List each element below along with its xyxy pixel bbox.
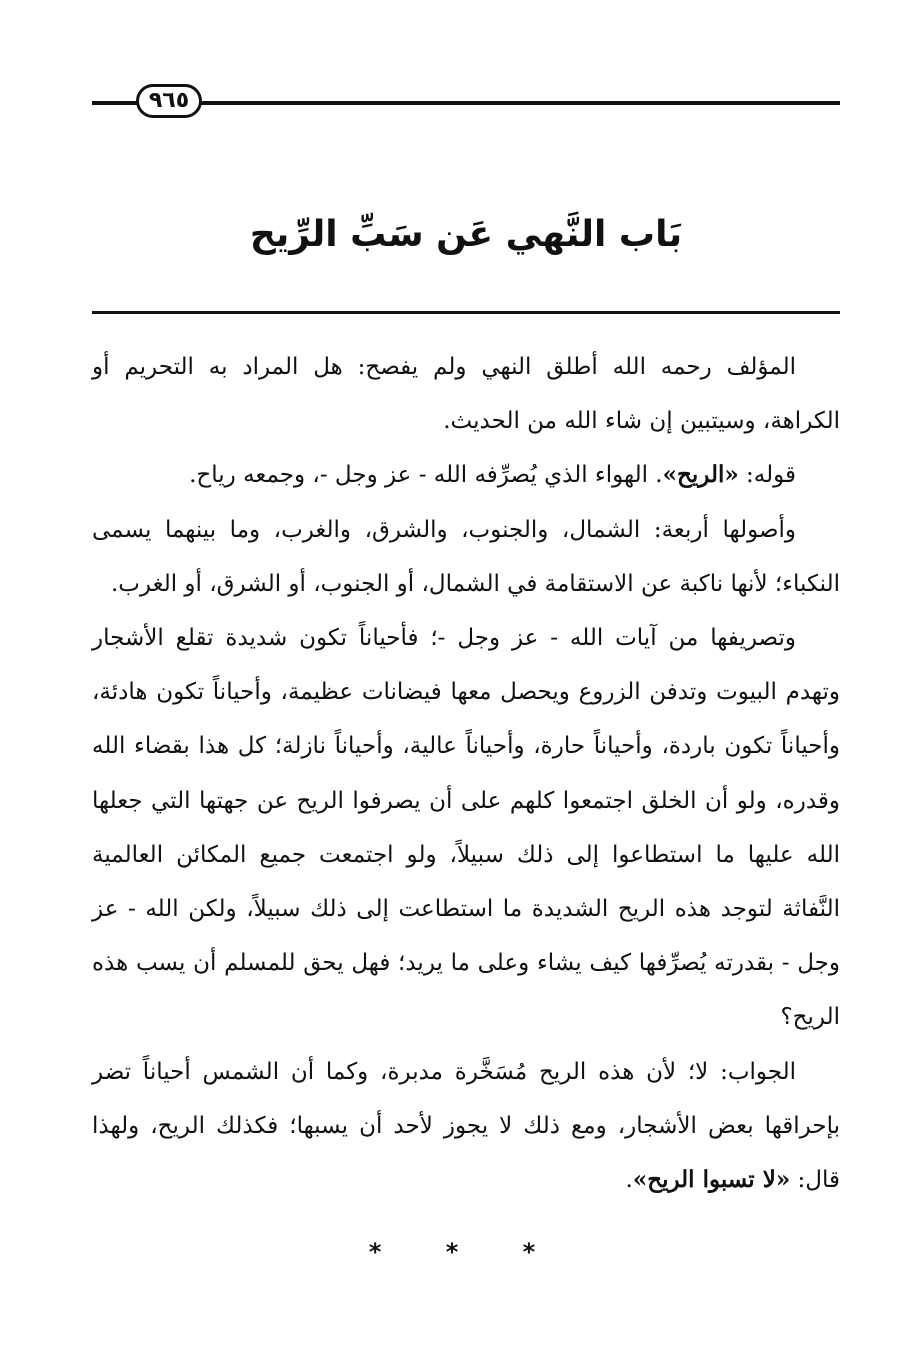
chapter-title: بَاب النَّهي عَن سَبِّ الرِّيح [249,214,683,255]
paragraph-intro [92,340,840,448]
paragraph-text: وأصولها أربعة: الشمال، والجنوب، والشرق، والغرب، وما بينهما يسمى النكباء؛ لأنها ناكبة عن الاستقامة في الشمال، أو الجنوب، أو الشرق، أو الغرب. [92,516,840,597]
paragraph-text: . [625,1167,633,1194]
paragraph-directions [92,503,840,611]
quoted-term: «الريح» [662,461,739,489]
page-number: ٩٦٥ [148,88,190,113]
page-number-badge [136,84,202,118]
title-rule [92,311,840,314]
section-separator: * * * [368,1238,564,1266]
quoted-hadith: «لا تسبوا الريح» [632,1166,791,1194]
paragraph-definition [92,448,840,502]
paragraph-text: وتصريفها من آيات الله - عز وجل -؛ فأحياناً تكون شديدة تقلع الأشجار وتهدم البيوت وتدفن الزروع ويحصل معها فيضانات عظيمة، وأحياناً تكون هادئة، وأحياناً تكون باردة، وأحياناً حارة، وأحياناً عالية، وأحياناً نازلة؛ كل هذا بقضاء الله وقدره، ولو أن الخلق اجتمعوا كلهم على أن يصرفوا الريح عن جهتها التي جعلها الله عليها ما استطاعوا إلى ذلك سبيلاً، ولو اجتمعت جميع المكائن العالمية النَّفاثة لتوجد هذه الريح الشديدة ما استطاعت إلى ذلك سبيلاً، ولكن الله - عز وجل - بقدرته يُصرِّفها كيف يشاء وعلى ما يريد؛ فهل يحق للمسلم أن يسب هذه الريح؟ [92,625,840,1031]
body-text [92,340,840,1207]
paragraph-text: . الهواء الذي يُصرِّفه الله - عز وجل -، وجمعه رياح. [189,462,663,489]
paragraph-signs [92,611,840,1045]
paragraph-text: المؤلف رحمه الله أطلق النهي ولم يفصح: هل المراد به التحريم أو الكراهة، وسيتبين إن شاء الله من الحديث. [92,354,840,435]
paragraph-prefix: الجواب: لا؛ لأن هذه الريح مُسَخَّرة مدبرة، وكما أن الشمس أحياناً تضر بإحراقها بعض الأشجار، ومع ذلك لا يجوز لأحد أن يسبها؛ فكذلك الريح، ولهذا قال: [92,1058,840,1194]
paragraph-prefix: قوله: [738,462,796,489]
header-rule [92,101,840,105]
paragraph-answer [92,1045,840,1208]
